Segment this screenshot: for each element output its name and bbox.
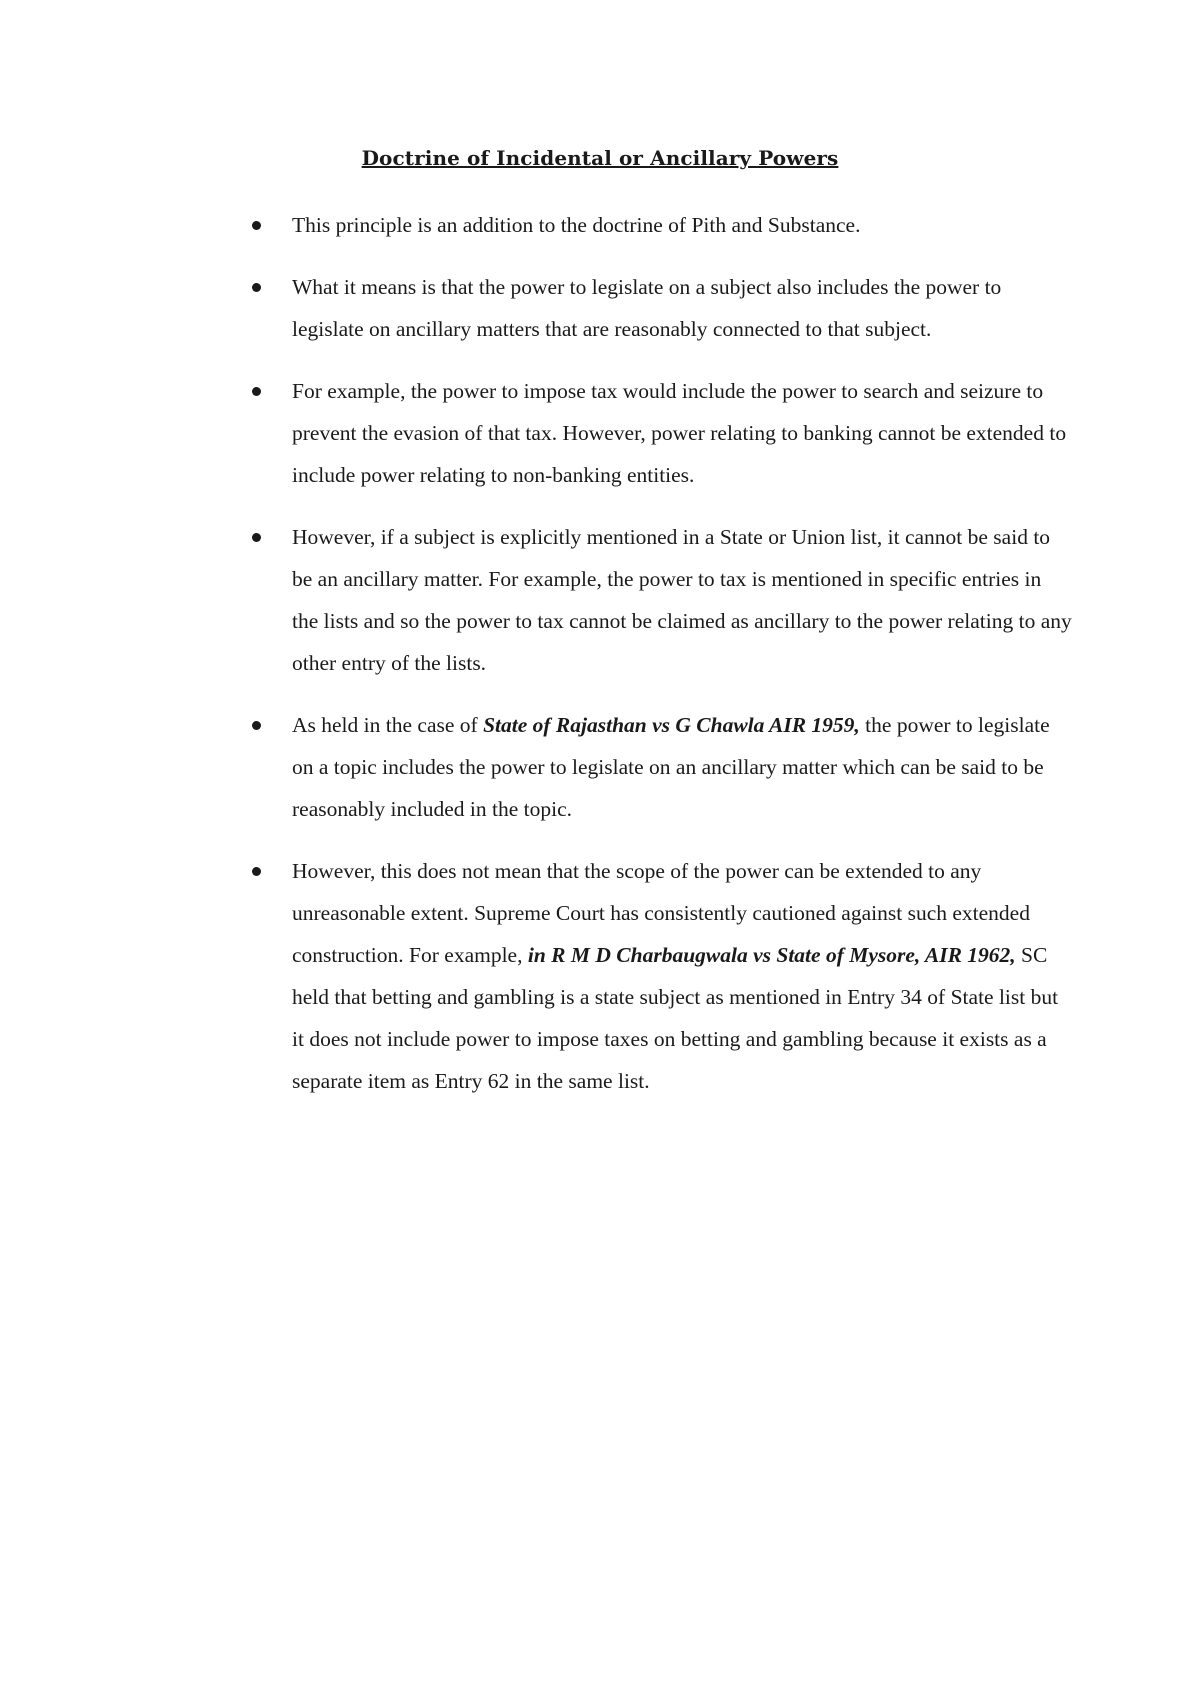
list-item <box>0 850 1072 1102</box>
case-citation: in R M D Charbaugwala vs State of Mysore, AIR 1962, <box>527 943 1016 967</box>
list-item <box>0 266 1072 350</box>
list-item <box>0 370 1072 496</box>
bullet-list <box>0 204 1200 1122</box>
list-item <box>0 204 1072 246</box>
bullet-icon <box>252 721 261 730</box>
list-item <box>0 516 1072 684</box>
bullet-text: For example, the power to impose tax would include the power to search and seizure to prevent the evasion of that tax. However, power relating to banking cannot be extended to include power relating to non-banking entities. <box>292 379 1067 487</box>
bullet-text: However, if a subject is explicitly mentioned in a State or Union list, it cannot be said to be an ancillary matter. For example, the power to tax is mentioned in specific entries in the lists and so the power to tax cannot be claimed as ancillary to the power relating to any other entry of the lists. <box>292 525 1072 675</box>
bullet-icon <box>252 283 261 292</box>
bullet-text: What it means is that the power to legislate on a subject also includes the power to legislate on ancillary matters that are reasonably connected to that subject. <box>292 275 1002 341</box>
bullet-text: the power to legislate on a topic includes the power to legislate on an ancillary matter which can be said to be reasonably included in the topic. <box>292 713 1050 821</box>
bullet-icon <box>252 387 261 396</box>
bullet-icon <box>252 221 261 230</box>
case-citation: State of Rajasthan vs G Chawla AIR 1959, <box>483 713 860 737</box>
list-item <box>0 704 1072 830</box>
bullet-text: SC held that betting and gambling is a state subject as mentioned in Entry 34 of State list but it does not include power to impose taxes on betting and gambling because it exists as a separate item as Entry 62 in the same list. <box>292 943 1059 1093</box>
bullet-icon <box>252 867 261 876</box>
bullet-text: However, this does not mean that the scope of the power can be extended to any unreasonable extent. Supreme Court has consistently cautioned against such extended construction. For example, <box>292 859 1030 967</box>
document-title: Doctrine of Incidental or Ancillary Powers <box>361 146 839 170</box>
bullet-icon <box>252 533 261 542</box>
bullet-text: This principle is an addition to the doctrine of Pith and Substance. <box>292 213 861 237</box>
bullet-text: As held in the case of <box>292 713 484 737</box>
